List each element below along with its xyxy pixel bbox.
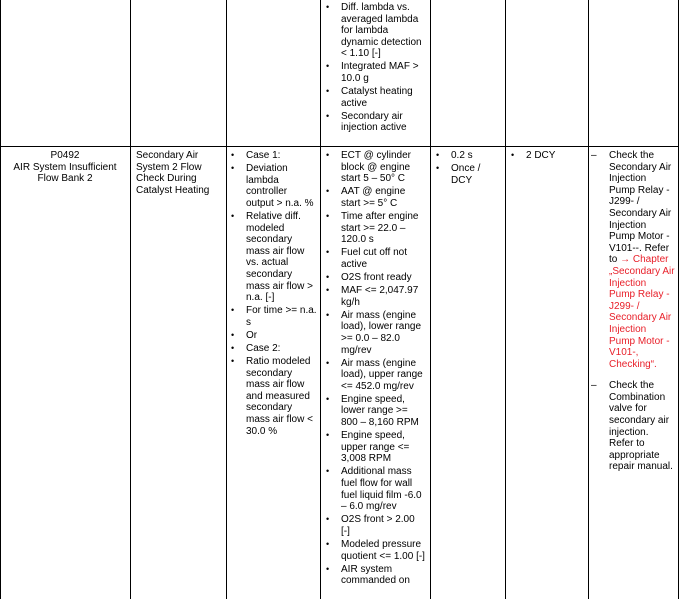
condition-item: • Engine speed, upper range <= 3,008 RPM bbox=[326, 430, 426, 465]
condition-item: • ECT @ cylinder block @ engine start 5 – 50° C bbox=[326, 150, 426, 185]
row-divider bbox=[0, 146, 679, 147]
condition-item: • Air mass (engine load), lower range >= 0.0 – 82.0 mg/rev bbox=[326, 310, 426, 356]
action-item: – Check the Combination valve for secondary air injection. Refer to appropriate repair manual. bbox=[591, 380, 675, 473]
chapter-link[interactable]: → Chapter „Secondary Air Injection Pump Relay -J299- / Secondary Air Injection Pump Motor -V101-, Checking“. bbox=[609, 254, 675, 370]
criteria-item: • For time >= n.a. s bbox=[231, 305, 317, 328]
time-required bbox=[436, 150, 502, 188]
column-border bbox=[130, 0, 131, 599]
time-item: • Once / DCY bbox=[436, 163, 502, 186]
column-border bbox=[320, 0, 321, 599]
corrective-actions bbox=[591, 150, 675, 483]
criteria-item: • Case 2: bbox=[231, 343, 317, 355]
condition-item: • AAT @ engine start >= 5° C bbox=[326, 186, 426, 209]
condition-item: • AIR system commanded on bbox=[326, 564, 426, 587]
criteria-item: • Case 1: bbox=[231, 150, 317, 162]
criteria-item: • Ratio modeled secondary mass air flow and measured secondary mass air flow < 30.0 % bbox=[231, 356, 317, 437]
column-border bbox=[0, 0, 1, 599]
condition-item: • O2S front > 2.00 [-] bbox=[326, 514, 426, 537]
condition-item: • Modeled pressure quotient <= 1.00 [-] bbox=[326, 539, 426, 562]
dtc-description: AIR System Insufficient Flow Bank 2 bbox=[13, 161, 117, 185]
dtc-code: P0492 bbox=[50, 150, 80, 161]
dtc-cell bbox=[4, 150, 126, 185]
condition-item: • Catalyst heating active bbox=[326, 86, 426, 109]
condition-item: • Additional mass fuel flow for wall fuel liquid film -6.0 – 6.0 mg/rev bbox=[326, 466, 426, 512]
time-item: • 0.2 s bbox=[436, 150, 502, 162]
condition-item: • Diff. lambda vs. averaged lambda for lambda dynamic detection < 1.10 [-] bbox=[326, 2, 426, 60]
action-item bbox=[591, 150, 675, 370]
condition-item: • O2S front ready bbox=[326, 272, 426, 284]
condition-item: • Integrated MAF > 10.0 g bbox=[326, 61, 426, 84]
column-border bbox=[430, 0, 431, 599]
condition-item: • Engine speed, lower range >= 800 – 8,160 RPM bbox=[326, 394, 426, 429]
mil-item: • 2 DCY bbox=[511, 150, 585, 162]
condition-item: • Secondary air injection active bbox=[326, 111, 426, 134]
column-border bbox=[588, 0, 589, 599]
criteria-item: • Or bbox=[231, 330, 317, 342]
condition-item: • MAF <= 2,047.97 kg/h bbox=[326, 285, 426, 308]
action-text: Check the Secondary Air Injection Pump Relay -J299- / Secondary Air Injection Pump Motor -V101--. Refer to bbox=[609, 150, 672, 266]
criteria-item: • Relative diff. modeled secondary mass air flow vs. actual secondary mass air flow > n.a. [-] bbox=[231, 211, 317, 304]
condition-item: • Time after engine start >= 22.0 – 120.0 s bbox=[326, 211, 426, 246]
enable-conditions bbox=[326, 150, 426, 588]
monitor-strategy: Secondary Air System 2 Flow Check During Catalyst Heating bbox=[136, 150, 210, 196]
malfunction-criteria bbox=[231, 150, 317, 439]
top-row-conditions bbox=[326, 2, 426, 136]
criteria-item: • Deviation lambda controller output > n.a. % bbox=[231, 163, 317, 209]
condition-item: • Air mass (engine load), upper range <= 452.0 mg/rev bbox=[326, 358, 426, 393]
condition-item: • Fuel cut off not active bbox=[326, 247, 426, 270]
column-border bbox=[226, 0, 227, 599]
column-border bbox=[505, 0, 506, 599]
mil-illumination bbox=[511, 150, 585, 163]
